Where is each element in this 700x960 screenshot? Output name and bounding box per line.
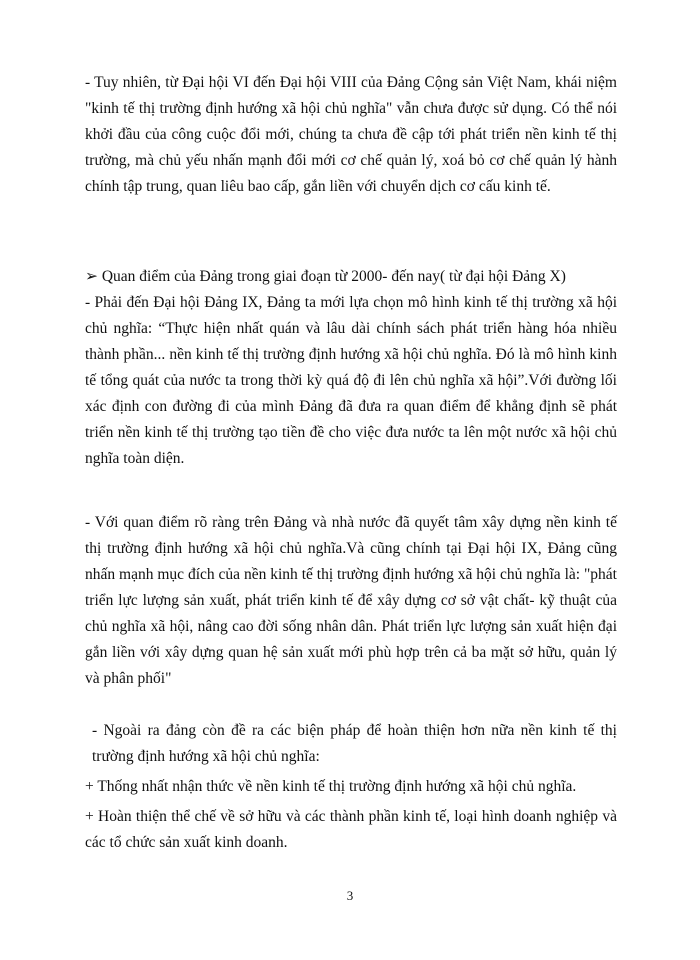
bullet-item-2: + Hoàn thiện thể chế về sở hữu và các thành phần kinh tế, loại hình doanh nghiệp và các tổ chức sản xuất kinh doanh. <box>85 808 617 851</box>
paragraph-3: - Với quan điểm rõ ràng trên Đảng và nhà nước đã quyết tâm xây dựng nền kinh tế thị trường định hướng xã hội chủ nghĩa.Và cũng chính tại Đại hội IX, Đảng cũng nhấn mạnh mục đích của nền kinh tế thị trường định hướng xã hội chủ nghĩa là: "phát triển lực lượng sản xuất, phát triển kinh tế để xây dựng cơ sở vật chất- kỹ thuật của chủ nghĩa xã hội, nâng cao đời sống nhân dân. Phát triển lực lượng sản xuất hiện đại gắn liền với xây dựng quan hệ sản xuất mới phù hợp trên cả ba mặt sở hữu, quản lý và phân phối" <box>85 514 617 687</box>
bullet-item-1: + Thống nhất nhận thức về nền kinh tế thị trường định hướng xã hội chủ nghĩa. <box>85 778 577 795</box>
section-heading: ➢ Quan điểm của Đảng trong giai đoạn từ 2000- đến nay( từ đại hội Đảng X) <box>85 268 566 285</box>
page-number: 3 <box>346 888 354 903</box>
paragraph-4: - Ngoài ra đảng còn đề ra các biện pháp để hoàn thiện hơn nữa nền kinh tế thị trường định hướng xã hội chủ nghĩa: <box>92 722 617 765</box>
paragraph-1: - Tuy nhiên, từ Đại hội VI đến Đại hội VIII của Đảng Cộng sản Việt Nam, khái niệm "kinh tế thị trường định hướng xã hội chủ nghĩa" vẫn chưa được sử dụng. Có thể nói khởi đầu của công cuộc đổi mới, chúng ta chưa đề cập tới phát triển nền kinh tế thị trường, mà chủ yếu nhấn mạnh đổi mới cơ chế quản lý, xoá bỏ cơ chế quản lý hành chính tập trung, quan liêu bao cấp, gắn liền với chuyển dịch cơ cấu kinh tế. <box>85 74 617 195</box>
paragraph-2: - Phải đến Đại hội Đảng IX, Đảng ta mới lựa chọn mô hình kinh tế thị trường xã hội chủ nghĩa: “Thực hiện nhất quán và lâu dài chính sách phát triển hàng hóa nhiều thành phần... nền kinh tế thị trường định hướng xã hội chủ nghĩa. Đó là mô hình kinh tế tổng quát của nước ta trong thời kỳ quá độ đi lên chủ nghĩa xã hội”.Với đường lối xác định con đường đi của mình Đảng đã đưa ra quan điểm để khẳng định sẽ phát triển nền kinh tế thị trường tạo tiền đề cho việc đưa nước ta lên một nước xã hội chủ nghĩa toàn diện. <box>85 294 617 467</box>
